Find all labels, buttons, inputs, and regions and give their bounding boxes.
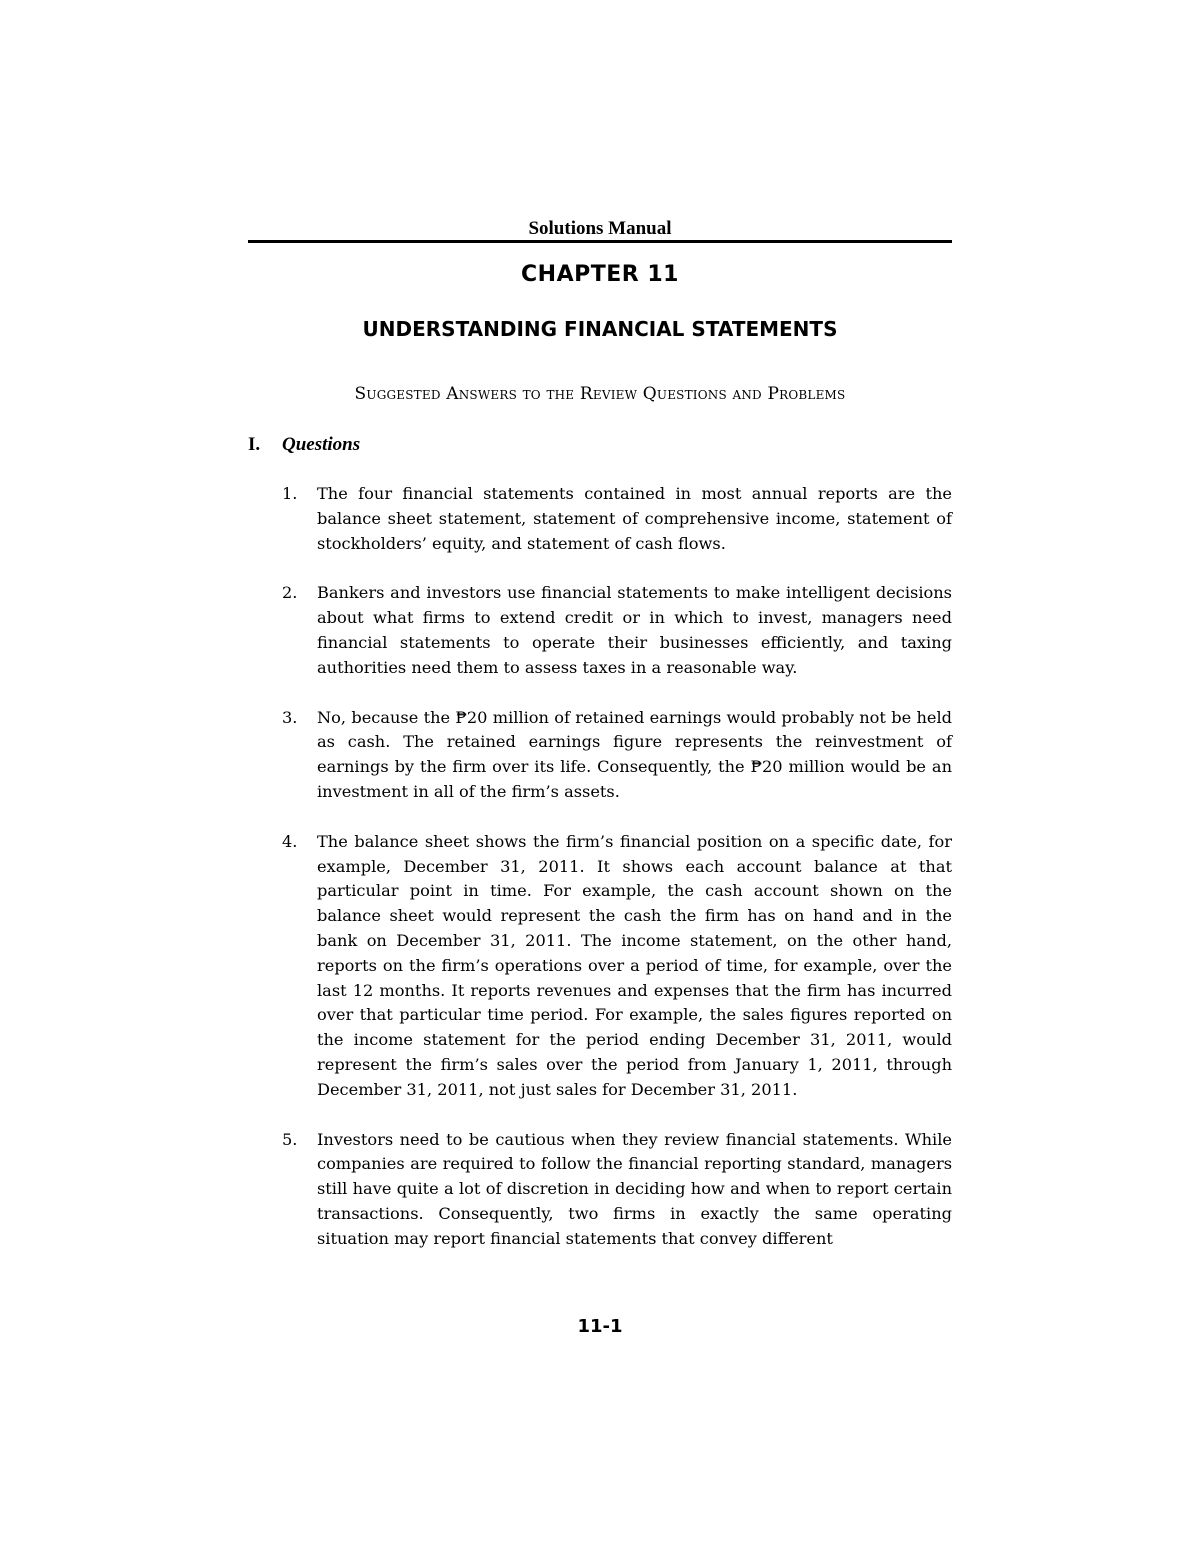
question-number: 5.	[282, 1129, 298, 1149]
question-number: 3.	[282, 707, 298, 727]
question-answer-text: The balance sheet shows the firm’s financial position on a specific date, for example, December 31, 2011. It shows each account balance at that particular point in time. For example, the cash account shown on the balance sheet would represent the cash the firm has on hand and in the bank on December 31, 2011. The income statement, on the other hand, reports on the firm’s operations over a period of time, for example, over the last 12 months. It reports revenues and expenses that the firm has incurred over that particular time period. For example, the sales figures reported on the income statement for the period ending December 31, 2011, would represent the firm’s sales over the period from January 1, 2011, through December 31, 2011, not just sales for December 31, 2011.	[317, 831, 952, 1099]
chapter-number: CHAPTER 11	[521, 262, 679, 287]
question-answer-text: Bankers and investors use financial statements to make intelligent decisions about what firms to extend credit or in which to invest, managers need financial statements to operate their businesses efficiently, and taxing authorities need them to assess taxes in a reasonable way.	[317, 583, 952, 677]
question-number: 4.	[282, 831, 298, 851]
running-header: Solutions Manual	[528, 218, 672, 239]
question-item	[282, 482, 952, 556]
question-answer-text: No, because the ₱20 million of retained earnings would probably not be held as cash. The retained earnings figure represents the reinvestment of earnings by the firm over its life. Consequently, the ₱20 million would be an investment in all of the firm’s assets.	[317, 707, 952, 801]
section-heading	[248, 434, 360, 456]
question-answer-text: The four financial statements contained in most annual reports are the balance sheet statement, statement of comprehensive income, statement of stockholders’ equity, and statement of cash flows.	[317, 484, 952, 553]
header-rule	[248, 240, 952, 243]
document-page	[248, 0, 952, 1553]
question-item	[282, 581, 952, 680]
question-number: 2.	[282, 583, 298, 603]
question-list	[282, 482, 952, 1277]
section-numeral: I.	[248, 434, 261, 455]
question-answer-text: Investors need to be cautious when they review financial statements. While companies are required to follow the financial reporting standard, managers still have quite a lot of discretion in deciding how and when to report certain transactions. Consequently, two firms in exactly the same operating situation may report financial statements that convey different	[317, 1129, 952, 1248]
section-label: Questions	[282, 434, 361, 455]
page-number: 11-1	[577, 1316, 623, 1337]
question-item	[282, 1128, 952, 1252]
question-item	[282, 830, 952, 1103]
question-item	[282, 706, 952, 805]
question-number: 1.	[282, 484, 298, 503]
chapter-subtitle: Suggested Answers to the Review Questions and Problems	[354, 384, 846, 404]
chapter-title: UNDERSTANDING FINANCIAL STATEMENTS	[362, 317, 838, 341]
